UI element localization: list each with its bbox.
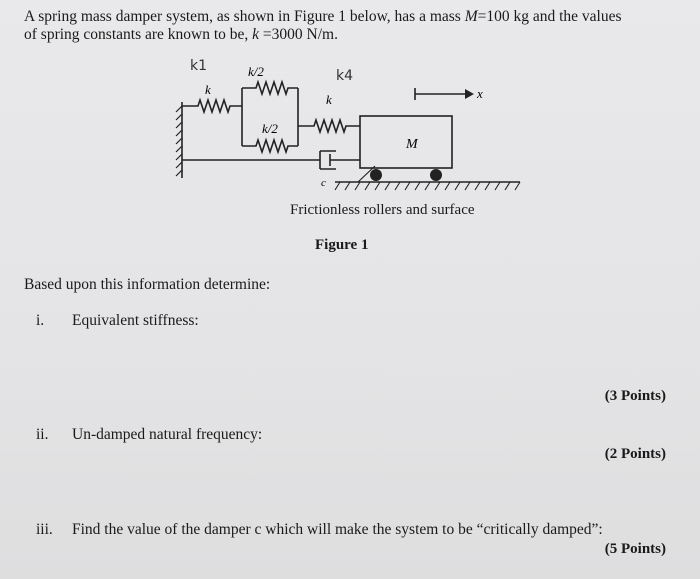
question-3-points: (5 Points): [604, 541, 666, 557]
question-3-text: Find the value of the damper c which will make the system to be “critically damped”:: [72, 521, 603, 538]
label-k-right: k: [326, 92, 332, 107]
hand-label-k4: k4: [336, 68, 354, 84]
label-k2-top: k/2: [248, 64, 264, 79]
arrow-head-icon: [465, 89, 474, 99]
label-c: c: [321, 177, 326, 189]
spring-mass-damper-figure: [170, 58, 530, 198]
question-3: [36, 521, 603, 539]
problem-line-2: of spring constants are known to be, k =3000 N/m.: [24, 26, 338, 43]
problem-statement: [24, 8, 684, 44]
ground-hatching: [335, 182, 520, 190]
roller-right-icon: [430, 169, 442, 181]
label-k-left: k: [205, 82, 211, 97]
question-2-number: ii.: [36, 426, 49, 443]
question-1-text: Equivalent stiffness:: [72, 312, 199, 329]
question-1-points: (3 Points): [604, 388, 666, 404]
question-2: [36, 426, 262, 444]
label-k2-bottom: k/2: [262, 121, 278, 136]
question-2-text: Un-damped natural frequency:: [72, 426, 263, 443]
spring-k2-bottom: [242, 140, 298, 152]
instruction-text: Based upon this information determine:: [24, 276, 271, 293]
question-1: [36, 312, 199, 330]
spring-k-left: [182, 100, 242, 112]
spring-k-right: [298, 120, 360, 132]
hand-label-k1: k1: [190, 58, 208, 74]
spring-k2-top: [242, 82, 298, 94]
roller-left-icon: [370, 169, 382, 181]
question-3-number: iii.: [36, 521, 53, 538]
figure-title: Figure 1: [315, 237, 369, 253]
problem-line-1: A spring mass damper system, as shown in Figure 1 below, has a mass M=100 kg and the values: [24, 8, 622, 25]
figure-caption: Frictionless rollers and surface: [290, 202, 475, 218]
wall-hatching: [176, 106, 182, 176]
question-2-points: (2 Points): [604, 446, 666, 462]
question-1-number: i.: [36, 312, 45, 329]
label-x: x: [477, 86, 483, 101]
label-mass: M: [406, 137, 418, 152]
